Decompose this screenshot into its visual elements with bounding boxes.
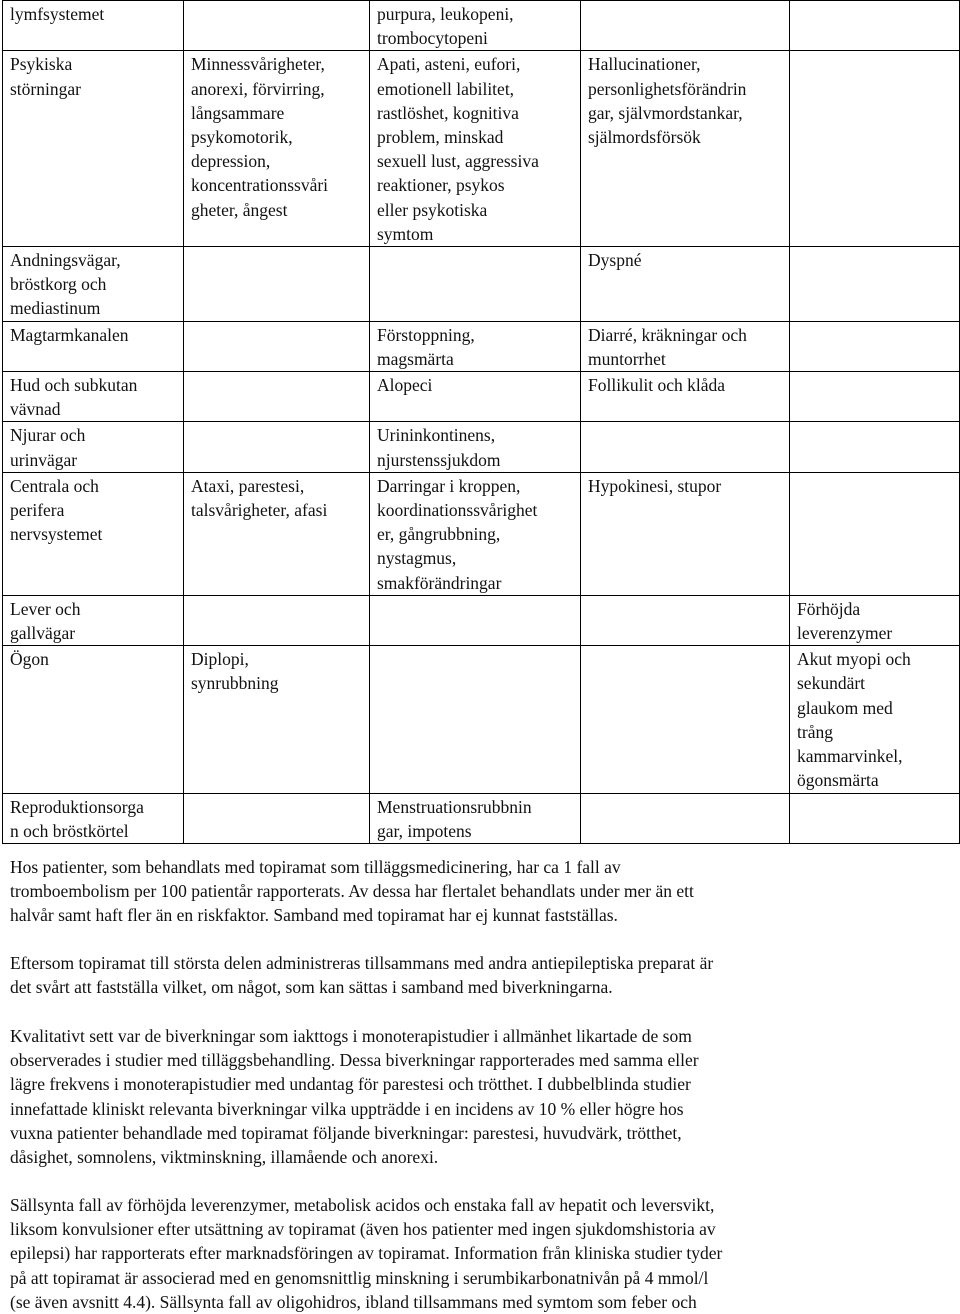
table-row [3,422,960,472]
organ-cell: Psykiska störningar [3,51,184,247]
frequency-cell-4 [790,1,960,51]
frequency-cell-2: Urininkontinens, njurstenssjukdom [370,422,581,472]
frequency-cell-2 [370,646,581,793]
frequency-cell-1 [184,247,370,322]
table-row [3,247,960,322]
frequency-cell-4 [790,472,960,595]
organ-cell: Magtarmkanalen [3,321,184,371]
frequency-cell-2: purpura, leukopeni, trombocytopeni [370,1,581,51]
frequency-cell-2 [370,247,581,322]
frequency-cell-2: Darringar i kroppen, koordinationssvårighet er, gångrubbning, nystagmus, smakförändringar [370,472,581,595]
frequency-cell-2: Alopeci [370,372,581,422]
frequency-cell-1 [184,372,370,422]
table-row [3,646,960,793]
frequency-cell-3 [581,646,790,793]
organ-cell: lymfsystemet [3,1,184,51]
frequency-cell-1 [184,422,370,472]
organ-cell: Centrala och perifera nervsystemet [3,472,184,595]
organ-cell: Andningsvägar, bröstkorg och mediastinum [3,247,184,322]
body-paragraph-4: Sällsynta fall av förhöjda leverenzymer, metabolisk acidos och enstaka fall av hepatit och leversvikt, liksom konvulsioner efter utsättning av topiramat (även hos patienter med ingen sjukdomshistoria av epilepsi) har rapporterats efter marknadsföringen av topiramat. Information från kliniska studier tyder på att topiramat är associerad med en genomsnittlig minskning i serumbikarbonatnivån på 4 mmol/l (se även avsnitt 4.4). Sällsynta fall av oligohidros, ibland tillsammans med symtom som feber och [10,1195,723,1312]
table-row [3,321,960,371]
frequency-cell-1: Ataxi, parestesi, talsvårigheter, afasi [184,472,370,595]
body-paragraph-2: Eftersom topiramat till största delen administreras tillsammans med andra antiepileptiska preparat är det svårt att fastställa vilket, om något, som kan sättas i samband med biverkningarna. [10,953,714,998]
table-row [3,372,960,422]
frequency-cell-4 [790,321,960,371]
frequency-cell-4: Akut myopi och sekundärt glaukom med trång kammarvinkel, ögonsmärta [790,646,960,793]
frequency-cell-3 [581,422,790,472]
frequency-cell-1 [184,793,370,843]
organ-cell: Lever och gallvägar [3,595,184,645]
frequency-cell-4 [790,247,960,322]
frequency-cell-1: Diplopi, synrubbning [184,646,370,793]
organ-cell: Ögon [3,646,184,793]
frequency-cell-4: Förhöjda leverenzymer [790,595,960,645]
table-row [3,1,960,51]
frequency-cell-3: Dyspné [581,247,790,322]
frequency-cell-2: Menstruationsrubbnin gar, impotens [370,793,581,843]
frequency-cell-4 [790,793,960,843]
frequency-cell-4 [790,422,960,472]
organ-cell: Njurar och urinvägar [3,422,184,472]
adverse-reactions-table [2,0,960,844]
frequency-cell-2: Apati, asteni, eufori, emotionell labilitet, rastlöshet, kognitiva problem, minskad sexuell lust, aggressiva reaktioner, psykos eller psykotiska symtom [370,51,581,247]
table-row [3,51,960,247]
frequency-cell-1 [184,1,370,51]
organ-cell: Hud och subkutan vävnad [3,372,184,422]
body-paragraph-1: Hos patienter, som behandlats med topiramat som tilläggsmedicinering, har ca 1 fall av tromboembolism per 100 patientår rapporterats. Av dessa har flertalet behandlats under mer än ett halvår samt haft fler än en riskfaktor. Samband med topiramat har ej kunnat fastställas. [10,857,694,926]
frequency-cell-4 [790,51,960,247]
frequency-cell-3: Hallucinationer, personlighetsförändrin gar, självmordstankar, själmordsförsök [581,51,790,247]
frequency-cell-1 [184,321,370,371]
organ-cell: Reproduktionsorga n och bröstkörtel [3,793,184,843]
frequency-cell-3 [581,595,790,645]
frequency-cell-4 [790,372,960,422]
frequency-cell-1: Minnessvårigheter, anorexi, förvirring, långsammare psykomotorik, depression, koncentrationssvåri gheter, ångest [184,51,370,247]
table-row [3,472,960,595]
body-paragraph-3: Kvalitativt sett var de biverkningar som iakttogs i monoterapistudier i allmänhet likartade de som observerades i studier med tilläggsbehandling. Dessa biverkningar rapporterades med samma eller lägre frekvens i monoterapistudier med undantag för parestesi och trötthet. I dubbelblinda studier innefattade kliniskt relevanta biverkningar vilka uppträdde i en incidens av 10 % eller högre hos vuxna patienter behandlade med topiramat följande biverkningar: parestesi, huvudvärk, trötthet, dåsighet, somnolens, viktminskning, illamående och anorexi. [10,1026,699,1168]
frequency-cell-2: Förstoppning, magsmärta [370,321,581,371]
frequency-cell-3: Follikulit och klåda [581,372,790,422]
frequency-cell-3: Diarré, kräkningar och muntorrhet [581,321,790,371]
table-row [3,595,960,645]
frequency-cell-3 [581,793,790,843]
frequency-cell-1 [184,595,370,645]
table-row [3,793,960,843]
frequency-cell-3 [581,1,790,51]
frequency-cell-2 [370,595,581,645]
frequency-cell-3: Hypokinesi, stupor [581,472,790,595]
